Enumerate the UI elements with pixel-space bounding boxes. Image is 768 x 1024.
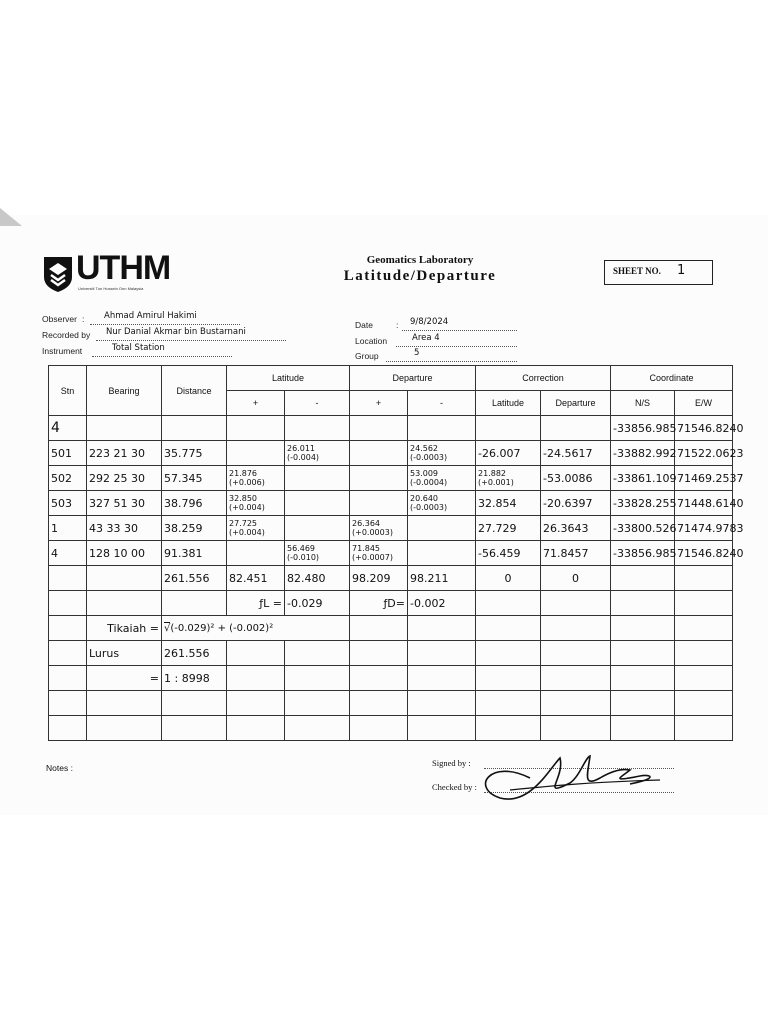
observer-line bbox=[90, 324, 240, 325]
cell-ew-value: 71522.0623 bbox=[677, 446, 744, 460]
cell-corr-dep-value: -20.6397 bbox=[543, 496, 593, 510]
cell-dep-plus bbox=[350, 516, 408, 541]
cell-dep-minus-value: 24.562 bbox=[410, 444, 438, 453]
cell-bearing-value: 223 21 30 bbox=[89, 446, 145, 460]
cell-dep-plus bbox=[350, 466, 408, 491]
cell-corr-lat-value: -26.007 bbox=[478, 446, 521, 460]
date-label: Date bbox=[355, 320, 373, 330]
cell-distance-value: 35.775 bbox=[164, 446, 203, 460]
cell-corr-lat bbox=[476, 541, 541, 566]
signature-image bbox=[470, 748, 670, 808]
precision-result: 1 : 8998 bbox=[162, 666, 227, 691]
header-lat-minus: - bbox=[285, 391, 350, 416]
cell-lat-minus-value: 26.011 bbox=[287, 444, 315, 453]
blank-row bbox=[49, 691, 733, 716]
precision-label-2: Lurus bbox=[87, 641, 162, 666]
blank-row bbox=[49, 716, 733, 741]
fd-label: ƒD= bbox=[350, 591, 408, 616]
totals-row bbox=[49, 566, 733, 591]
cell-bearing bbox=[87, 416, 162, 441]
cell-lat-plus bbox=[227, 516, 285, 541]
cell-ew bbox=[675, 491, 744, 516]
group-label: Group bbox=[355, 351, 379, 361]
precision-eq: = bbox=[149, 621, 159, 635]
precision-result-row bbox=[49, 666, 733, 691]
cell-lat-plus bbox=[227, 466, 285, 491]
header-ew: E/W bbox=[675, 391, 733, 416]
total-ns bbox=[611, 566, 675, 591]
total-dep-plus: 98.209 bbox=[350, 566, 408, 591]
cell-bearing bbox=[87, 466, 162, 491]
cell-distance bbox=[162, 416, 227, 441]
cell-dep-minus-correction: (-0.0004) bbox=[410, 478, 448, 487]
cell-corr-dep bbox=[541, 516, 611, 541]
cell-distance bbox=[162, 541, 227, 566]
root-sign: √ bbox=[164, 622, 171, 634]
cell-corr-lat bbox=[476, 491, 541, 516]
cell-ew-value: 71546.8240 bbox=[677, 421, 744, 435]
traverse-table bbox=[48, 365, 744, 741]
header-distance: Distance bbox=[162, 366, 227, 416]
cell-dep-minus-value: 53.009 bbox=[410, 469, 438, 478]
table-row bbox=[49, 466, 733, 491]
total-lat-minus: 82.480 bbox=[285, 566, 350, 591]
cell-corr-lat-value: -56.459 bbox=[478, 546, 521, 560]
cell-ns bbox=[611, 491, 675, 516]
checked-label: Checked by : bbox=[432, 782, 477, 792]
data-rows bbox=[49, 416, 744, 566]
lab-title: Geomatics Laboratory bbox=[366, 254, 474, 266]
instrument-value: Total Station bbox=[112, 343, 165, 353]
group-line bbox=[386, 361, 517, 362]
cell-bearing-value: 292 25 30 bbox=[89, 471, 145, 485]
cell-lat-plus-value: 27.725 bbox=[229, 519, 257, 528]
cell-ns-value: -33800.526 bbox=[613, 521, 677, 535]
observer-value: Ahmad Amirul Hakimi bbox=[104, 311, 197, 321]
sheet-number: 1 bbox=[677, 263, 686, 278]
precision-numerator-text: (-0.029)² + (-0.002)² bbox=[170, 622, 274, 634]
cell-ew bbox=[675, 466, 744, 491]
cell-stn bbox=[49, 441, 87, 466]
cell-ns bbox=[611, 516, 675, 541]
total-corr-lat: 0 bbox=[476, 566, 541, 591]
recorded-value: Nur Danial Akmar bin Bustarnani bbox=[106, 327, 246, 337]
cell-lat-minus-value: 56.469 bbox=[287, 544, 315, 553]
date-line bbox=[402, 330, 517, 331]
header-coordinate: Coordinate bbox=[611, 366, 733, 391]
cell-dep-minus bbox=[408, 516, 476, 541]
cell-ns-value: -33882.992 bbox=[613, 446, 677, 460]
group-value: 5 bbox=[414, 348, 420, 358]
cell-bearing bbox=[87, 541, 162, 566]
header-corr-dep: Departure bbox=[541, 391, 611, 416]
cell-bearing bbox=[87, 516, 162, 541]
cell-corr-dep-value: 26.3643 bbox=[543, 521, 589, 535]
total-ew bbox=[675, 566, 733, 591]
header-stn: Stn bbox=[49, 366, 87, 416]
cell-ns bbox=[611, 441, 675, 466]
misclosure-row bbox=[49, 591, 733, 616]
fl-label: ƒL = bbox=[227, 591, 285, 616]
cell-bearing-value: 327 51 30 bbox=[89, 496, 145, 510]
cell-corr-dep bbox=[541, 441, 611, 466]
header-dep-minus: - bbox=[408, 391, 476, 416]
cell-corr-dep-value: 71.8457 bbox=[543, 546, 589, 560]
cell-lat-minus bbox=[285, 491, 350, 516]
cell-lat-plus-correction: (+0.006) bbox=[229, 478, 265, 487]
table-row bbox=[49, 416, 733, 441]
total-distance: 261.556 bbox=[162, 566, 227, 591]
header-ns: N/S bbox=[611, 391, 675, 416]
cell-distance bbox=[162, 441, 227, 466]
cell-stn-value: 1 bbox=[51, 521, 58, 535]
precision-row bbox=[49, 616, 733, 641]
total-corr-dep: 0 bbox=[541, 566, 611, 591]
cell-bearing-value: 128 10 00 bbox=[89, 546, 145, 560]
logo-text: UTHM bbox=[76, 249, 171, 287]
total-lat-plus: 82.451 bbox=[227, 566, 285, 591]
header-dep-plus: + bbox=[350, 391, 408, 416]
cell-ew bbox=[675, 416, 744, 441]
cell-dep-minus bbox=[408, 491, 476, 516]
cell-lat-plus bbox=[227, 541, 285, 566]
cell-lat-minus bbox=[285, 416, 350, 441]
result-eq: = bbox=[87, 666, 162, 691]
cell-bearing-value: 43 33 30 bbox=[89, 521, 138, 535]
cell-ew bbox=[675, 441, 744, 466]
cell-corr-dep-value: -53.0086 bbox=[543, 471, 593, 485]
precision-row-2 bbox=[49, 641, 733, 666]
cell-dep-plus bbox=[350, 416, 408, 441]
table-row bbox=[49, 541, 733, 566]
cell-dep-minus bbox=[408, 441, 476, 466]
cell-stn bbox=[49, 416, 87, 441]
cell-distance bbox=[162, 516, 227, 541]
logo-subtext: Universiti Tun Hussein Onn Malaysia bbox=[78, 286, 144, 291]
cell-distance-value: 38.259 bbox=[164, 521, 203, 535]
cell-corr-lat bbox=[476, 516, 541, 541]
cell-lat-minus bbox=[285, 516, 350, 541]
page-corner bbox=[0, 208, 22, 226]
cell-corr-dep bbox=[541, 466, 611, 491]
cell-distance-value: 38.796 bbox=[164, 496, 203, 510]
cell-ew-value: 71448.6140 bbox=[677, 496, 744, 510]
precision-label-1: Tikaiah bbox=[107, 621, 147, 635]
cell-dep-minus-correction: (-0.0003) bbox=[410, 503, 448, 512]
cell-lat-minus bbox=[285, 541, 350, 566]
cell-lat-plus-correction: (+0.004) bbox=[229, 528, 265, 537]
sheet-number-box bbox=[604, 260, 713, 285]
fd-value: -0.002 bbox=[408, 591, 476, 616]
colon: : bbox=[82, 314, 85, 324]
cell-corr-dep bbox=[541, 416, 611, 441]
cell-distance bbox=[162, 491, 227, 516]
cell-dep-plus bbox=[350, 491, 408, 516]
cell-stn-value: 4 bbox=[51, 420, 60, 436]
header-departure: Departure bbox=[350, 366, 476, 391]
cell-dep-plus-correction: (+0.0003) bbox=[352, 528, 393, 537]
notes-label: Notes : bbox=[46, 763, 73, 773]
location-line bbox=[396, 346, 517, 347]
signed-label: Signed by : bbox=[432, 758, 471, 768]
header-lat-plus: + bbox=[227, 391, 285, 416]
observer-label: Observer bbox=[42, 314, 77, 324]
cell-dep-minus bbox=[408, 416, 476, 441]
cell-stn bbox=[49, 466, 87, 491]
location-value: Area 4 bbox=[412, 333, 440, 343]
cell-stn bbox=[49, 541, 87, 566]
cell-distance-value: 91.381 bbox=[164, 546, 203, 560]
fl-value: -0.029 bbox=[285, 591, 350, 616]
cell-dep-plus bbox=[350, 441, 408, 466]
cell-corr-lat bbox=[476, 466, 541, 491]
cell-lat-plus bbox=[227, 491, 285, 516]
cell-corr-lat bbox=[476, 416, 541, 441]
cell-lat-plus bbox=[227, 441, 285, 466]
cell-ns-value: -33856.985 bbox=[613, 546, 677, 560]
cell-stn-value: 503 bbox=[51, 496, 72, 510]
table-row bbox=[49, 441, 733, 466]
cell-corr-lat-value: 27.729 bbox=[478, 521, 517, 535]
cell-dep-minus-correction: (-0.0003) bbox=[410, 453, 448, 462]
cell-bearing bbox=[87, 491, 162, 516]
cell-ns bbox=[611, 466, 675, 491]
cell-corr-lat-value: 21.882 bbox=[478, 469, 506, 478]
date-value: 9/8/2024 bbox=[410, 317, 449, 327]
cell-ew bbox=[675, 516, 744, 541]
cell-corr-lat-correction: (+0.001) bbox=[478, 478, 514, 487]
cell-ns-value: -33861.109 bbox=[613, 471, 677, 485]
colon: : bbox=[396, 320, 399, 330]
cell-bearing bbox=[87, 441, 162, 466]
cell-lat-plus-value: 32.850 bbox=[229, 494, 257, 503]
cell-stn-value: 502 bbox=[51, 471, 72, 485]
recorded-line bbox=[96, 340, 286, 341]
cell-stn-value: 501 bbox=[51, 446, 72, 460]
cell-ns bbox=[611, 416, 675, 441]
precision-label bbox=[87, 616, 162, 641]
precision-denominator: 261.556 bbox=[162, 641, 227, 666]
cell-ns-value: -33828.255 bbox=[613, 496, 677, 510]
cell-ew bbox=[675, 541, 744, 566]
precision-numerator bbox=[162, 616, 350, 641]
header-corr-lat: Latitude bbox=[476, 391, 541, 416]
cell-dep-plus bbox=[350, 541, 408, 566]
header-latitude: Latitude bbox=[227, 366, 350, 391]
form-title: Latitude/Departure bbox=[343, 268, 497, 284]
cell-corr-lat bbox=[476, 441, 541, 466]
cell-dep-plus-correction: (+0.0007) bbox=[352, 553, 393, 562]
cell-stn bbox=[49, 516, 87, 541]
cell-dep-minus bbox=[408, 466, 476, 491]
cell-ew-value: 71546.8240 bbox=[677, 546, 744, 560]
cell-ns bbox=[611, 541, 675, 566]
cell-ew-value: 71469.2537 bbox=[677, 471, 744, 485]
cell-dep-plus-value: 26.364 bbox=[352, 519, 380, 528]
cell-dep-minus-value: 20.640 bbox=[410, 494, 438, 503]
cell-corr-dep bbox=[541, 541, 611, 566]
uthm-logo bbox=[42, 249, 192, 295]
cell-lat-minus-correction: (-0.010) bbox=[287, 553, 320, 562]
cell-corr-lat-value: 32.854 bbox=[478, 496, 517, 510]
total-dep-minus: 98.211 bbox=[408, 566, 476, 591]
cell-lat-plus-value: 21.876 bbox=[229, 469, 257, 478]
location-label: Location bbox=[355, 336, 388, 346]
sheet-label: SHEET NO. bbox=[613, 266, 661, 276]
cell-lat-plus bbox=[227, 416, 285, 441]
cell-corr-dep-value: -24.5617 bbox=[543, 446, 593, 460]
table-row bbox=[49, 491, 733, 516]
table-row bbox=[49, 516, 733, 541]
instrument-label: Instrument bbox=[42, 346, 83, 356]
cell-distance bbox=[162, 466, 227, 491]
cell-stn-value: 4 bbox=[51, 546, 58, 560]
cell-lat-plus-correction: (+0.004) bbox=[229, 503, 265, 512]
cell-lat-minus bbox=[285, 466, 350, 491]
shield-icon bbox=[42, 255, 74, 293]
cell-lat-minus-correction: (-0.004) bbox=[287, 453, 320, 462]
totals-stn bbox=[49, 566, 87, 591]
cell-dep-plus-value: 71.845 bbox=[352, 544, 380, 553]
cell-corr-dep bbox=[541, 491, 611, 516]
cell-lat-minus bbox=[285, 441, 350, 466]
header-correction: Correction bbox=[476, 366, 611, 391]
totals-bearing bbox=[87, 566, 162, 591]
cell-dep-minus bbox=[408, 541, 476, 566]
instrument-line bbox=[92, 356, 232, 357]
recorded-label: Recorded by bbox=[42, 330, 91, 340]
cell-ew-value: 71474.9783 bbox=[677, 521, 744, 535]
cell-distance-value: 57.345 bbox=[164, 471, 203, 485]
header-bearing: Bearing bbox=[87, 366, 162, 416]
cell-ns-value: -33856.985 bbox=[613, 421, 677, 435]
cell-stn bbox=[49, 491, 87, 516]
